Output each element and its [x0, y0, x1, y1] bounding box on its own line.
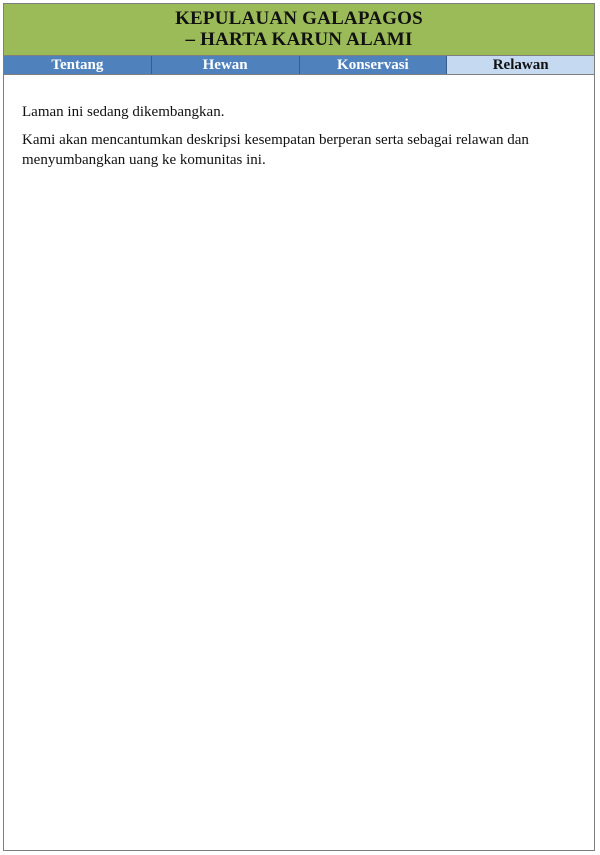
tab-tentang[interactable]: Tentang: [4, 56, 152, 74]
under-construction-text: Laman ini sedang dikembangkan.: [22, 104, 225, 120]
site-header: [4, 4, 594, 56]
site-title-line-2: – HARTA KARUN ALAMI: [185, 29, 413, 50]
tab-relawan[interactable]: Relawan: [447, 56, 594, 74]
nav-bar: [4, 56, 594, 75]
page-frame: [3, 3, 595, 851]
volunteer-description-text: Kami akan mencantumkan deskripsi kesempatan berperan serta sebagai relawan dan menyumbangkan uang ke komunitas ini.: [22, 132, 529, 168]
tab-hewan[interactable]: Hewan: [152, 56, 300, 74]
main-content: [22, 102, 572, 178]
site-title-line-1: KEPULAUAN GALAPAGOS: [175, 8, 423, 29]
tab-konservasi[interactable]: Konservasi: [300, 56, 448, 74]
